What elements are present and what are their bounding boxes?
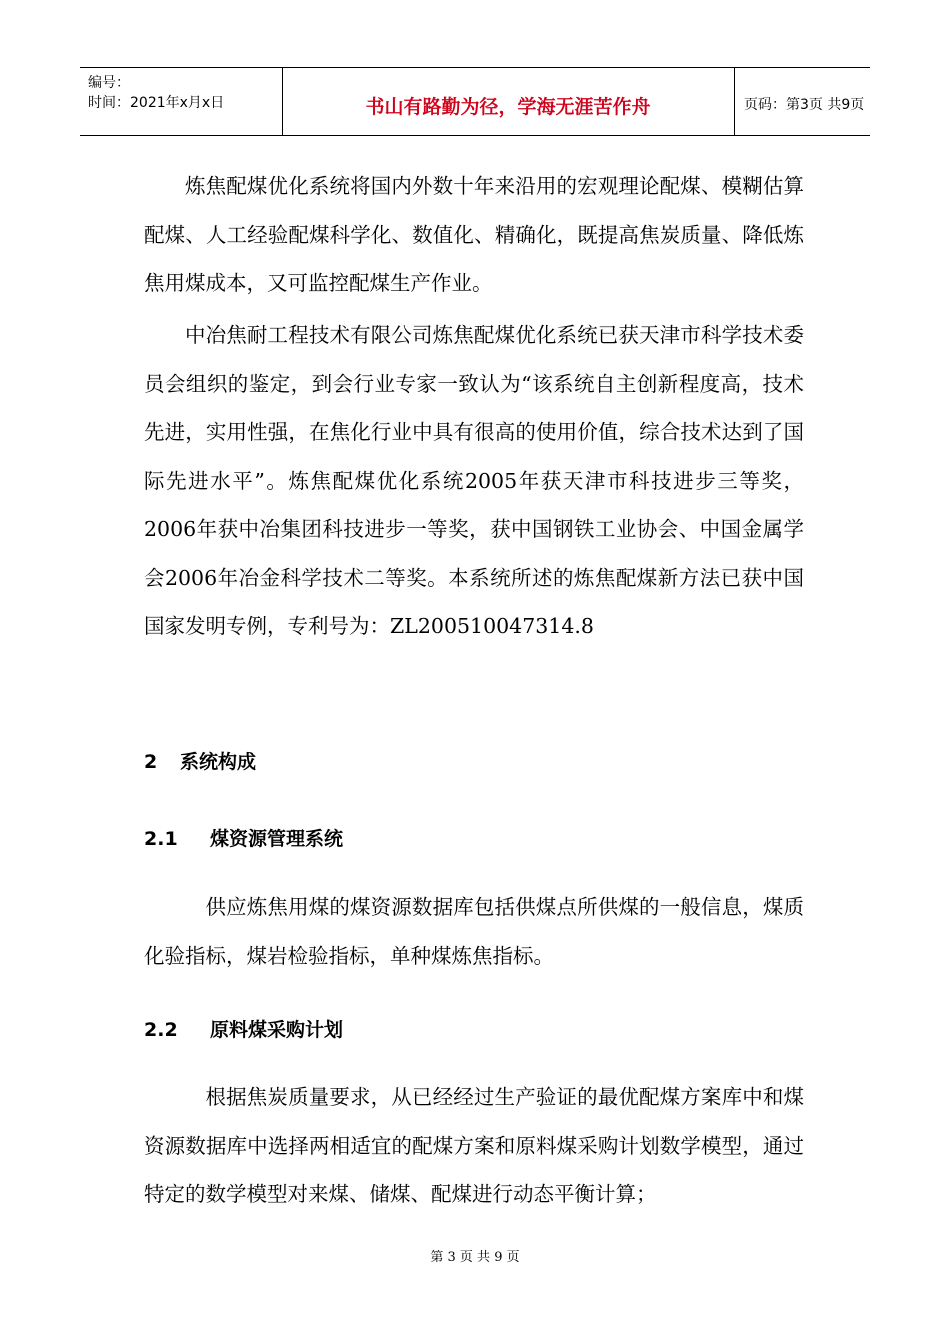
section-2-1-heading — [144, 824, 343, 851]
header-meta-cell — [80, 68, 283, 135]
section-number: 2.2 — [144, 1019, 178, 1041]
document-time-label: 时间：2021年x月x日 — [88, 95, 225, 111]
header-motto-cell — [282, 68, 735, 135]
section-title: 系统构成 — [180, 751, 257, 773]
header-page-info: 页码：第3页 共9页 — [744, 97, 865, 113]
section-number: 2.1 — [144, 828, 178, 850]
section-2-2-heading — [144, 1015, 343, 1042]
paragraph-appraisal: 中冶焦耐工程技术有限公司炼焦配煤优化系统已获天津市科学技术委员会组织的鉴定，到会行业专家一致认为“该系统自主创新程度高，技术先进，实用性强，在焦化行业中具有很高的使用价值，综合技术达到了国际先进水平”。炼焦配煤优化系统2005年获天津市科技进步三等奖，2006年获中冶集团科技进步一等奖，获中国钢铁工业协会、中国金属学会2006年冶金科学技术二等奖。本系统所述的炼焦配煤新方法已获中国国家发明专例，专利号为：ZL200510047314.8 — [144, 323, 804, 638]
paragraph-coal-resources: 供应炼焦用煤的煤资源数据库包括供煤点所供煤的一般信息，煤质化验指标，煤岩检验指标，单种煤炼焦指标。 — [144, 895, 804, 968]
header-motto: 书山有路勤为径，学海无涯苦作舟 — [365, 96, 651, 118]
paragraph-procurement: 根据焦炭质量要求，从已经经过生产验证的最优配煤方案库中和煤资源数据库中选择两相适宜的配煤方案和原料煤采购计划数学模型，通过特定的数学模型对来煤、储煤、配煤进行动态平衡计算； — [144, 1085, 804, 1206]
section-title: 原料煤采购计划 — [210, 1019, 344, 1041]
header-page-cell — [734, 68, 870, 135]
section-title: 煤资源管理系统 — [210, 828, 344, 850]
document-header — [80, 67, 870, 136]
document-number-label: 编号： — [88, 75, 130, 91]
page-footer: 第 3 页 共 9 页 — [430, 1250, 520, 1265]
paragraph-intro: 炼焦配煤优化系统将国内外数十年来沿用的宏观理论配煤、模糊估算配煤、人工经验配煤科学化、数值化、精确化，既提高焦炭质量、降低炼焦用煤成本，又可监控配煤生产作业。 — [144, 174, 804, 295]
section-2-heading — [144, 747, 256, 774]
section-number: 2 — [144, 751, 158, 773]
